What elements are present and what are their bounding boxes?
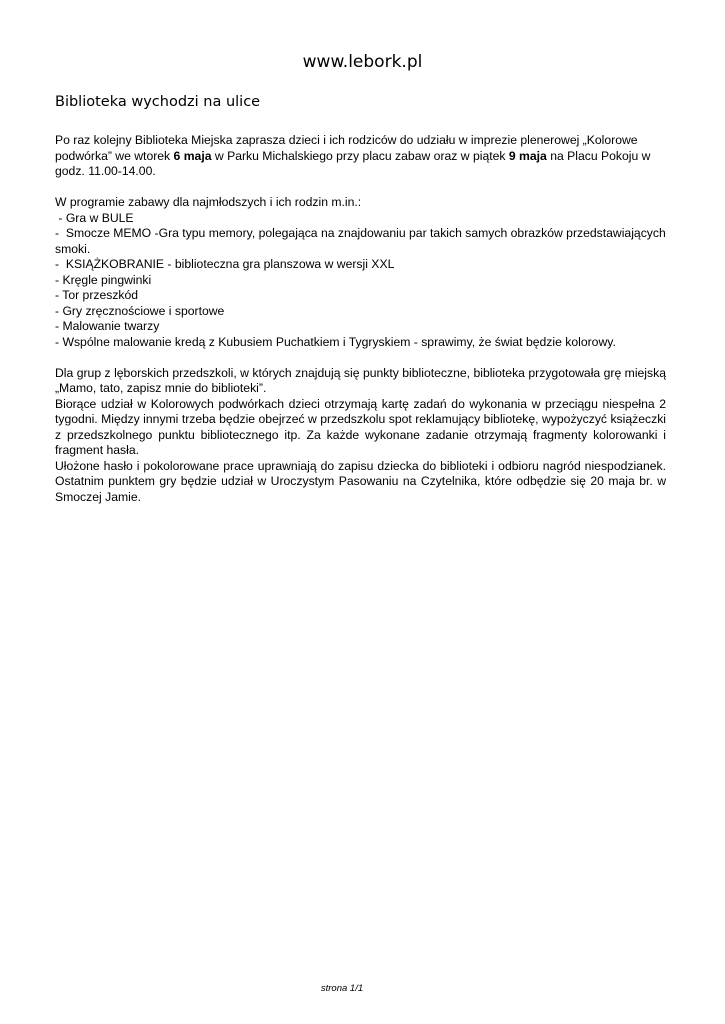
game-paragraph: Ułożone hasło i pokolorowane prace uprawniają do zapisu dziecka do biblioteki i odbioru nagród niespodzianek. Ostatnim punktem gry będzie udział w Uroczystym Pasowaniu na Czytelnika, które odbędzie się 20 maja br. w Smoczej Jamie. [55, 458, 666, 504]
game-paragraph: Dla grup z lęborskich przedszkoli, w których znajdują się punkty biblioteczne, biblioteka przygotowała grę miejską „Mamo, tato, zapisz mnie do biblioteki”. [55, 365, 666, 395]
program-item: - Wspólne malowanie kredą z Kubusiem Puchatkiem i Tygryskiem - sprawimy, że świat będzie kolorowy. [55, 334, 616, 349]
intro-text-1: Po raz kolejny Biblioteka Miejska zaprasza dzieci i ich rodziców do udziału w imprezie plenerowej „Kolorowe podwórka” we wtorek [55, 133, 638, 163]
article-title: Biblioteka wychodzi na ulice [55, 94, 261, 110]
game-paragraph: Biorące udział w Kolorowych podwórkach dzieci otrzymają kartę zadań do wykonania w przeciągu niespełna 2 tygodni. Między innymi trzeba będzie obejrzeć w przedszkolu spot reklamujący bibliotekę, wypożyczyć książeczki z przedszkolnego punktu bibliotecznego itp. Za każde wykonane zadanie otrzymają fragmenty kolorowanki i fragment hasła. [55, 396, 666, 457]
intro-text-3: na Placu Pokoju w godz. 11.00-14.00. [55, 148, 651, 178]
paragraph-gap [55, 350, 666, 366]
intro-date-2: 9 maja [508, 148, 547, 163]
intro-date-1: 6 maja [173, 148, 212, 163]
article-body [55, 133, 670, 505]
program-item: - Smocze MEMO -Gra typu memory, polegająca na znajdowaniu par takich samych obrazków przedstawiających smoki. [55, 226, 670, 256]
intro-paragraph [55, 133, 666, 180]
program-item: - KSIĄŻKOBRANIE - biblioteczna gra planszowa w wersji XXL [55, 257, 395, 271]
intro-text-2: w Parku Michalskiego przy placu zabaw oraz w piątek [211, 148, 509, 163]
program-heading: W programie zabawy dla najmłodszych i ich rodzin m.in.: [55, 195, 362, 209]
program-item: - Gra w BULE [55, 210, 134, 225]
program-item: - Kręgle pingwinki [55, 272, 152, 287]
program-item: - Malowanie twarzy [55, 319, 160, 333]
program-item: - Tor przeszkód [55, 288, 139, 302]
site-url-header: www.lebork.pl [302, 52, 423, 72]
paragraph-gap [55, 180, 666, 196]
page-number: strona 1/1 [320, 983, 364, 994]
program-item: - Gry zręcznościowe i sportowe [55, 303, 225, 318]
